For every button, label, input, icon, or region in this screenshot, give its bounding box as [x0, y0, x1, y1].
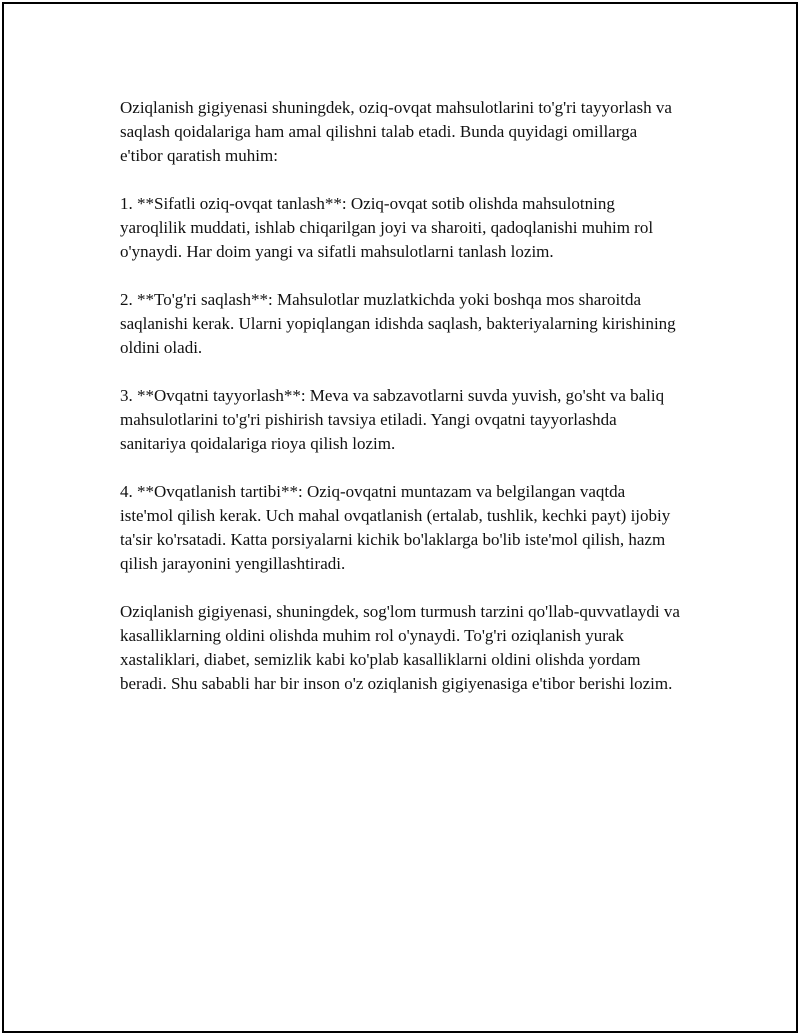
list-item-3-paragraph: 3. **Ovqatni tayyorlash**: Meva va sabzavotlarni suvda yuvish, go'sht va baliq mahsulotlarini to'g'ri pishirish tavsiya etiladi. Yangi ovqatni tayyorlashda sanitariya qoidalariga rioya qilish lozim. — [120, 386, 665, 453]
document-body — [120, 96, 680, 696]
intro-paragraph: Oziqlanish gigiyenasi shuningdek, oziq-ovqat mahsulotlarini to'g'ri tayyorlash va saqlash qoidalariga ham amal qilishni talab etadi. Bunda quyidagi omillarga e'tibor qaratish muhim: — [120, 98, 672, 165]
list-item-4-paragraph: 4. **Ovqatlanish tartibi**: Oziq-ovqatni muntazam va belgilangan vaqtda iste'mol qilish kerak. Uch mahal ovqatlanish (ertalab, tushlik, kechki payt) ijobiy ta'sir ko'rsatadi. Katta porsiyalarni kichik bo'laklarga bo'lib iste'mol qilish, hazm qilish jarayonini yengillashtiradi. — [120, 482, 671, 573]
page-frame — [2, 2, 798, 1033]
list-item-1-paragraph: 1. **Sifatli oziq-ovqat tanlash**: Oziq-ovqat sotib olishda mahsulotning yaroqlilik muddati, ishlab chiqarilgan joyi va sharoiti, qadoqlanishi muhim rol o'ynaydi. Har doim yangi va sifatli mahsulotlarni tanlash lozim. — [120, 194, 654, 261]
conclusion-paragraph: Oziqlanish gigiyenasi, shuningdek, sog'lom turmush tarzini qo'llab-quvvatlaydi va kasalliklarning oldini olishda muhim rol o'ynaydi. To'g'ri oziqlanish yurak xastaliklari, diabet, semizlik kabi ko'plab kasalliklarni oldini olishda yordam beradi. Shu sababli har bir inson o'z oziqlanish gigiyenasiga e'tibor berishi lozim. — [120, 602, 680, 693]
list-item-2-paragraph: 2. **To'g'ri saqlash**: Mahsulotlar muzlatkichda yoki boshqa mos sharoitda saqlanishi kerak. Ularni yopiqlangan idishda saqlash, bakteriyalarning kirishining oldini oladi. — [120, 290, 676, 357]
